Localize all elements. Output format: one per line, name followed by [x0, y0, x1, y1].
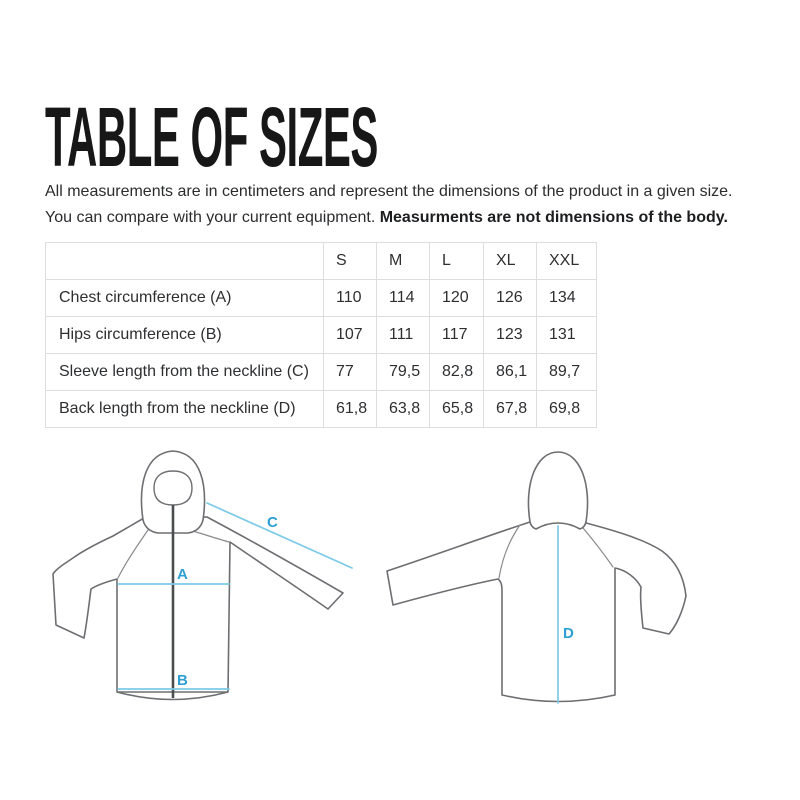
back-jacket-body: [387, 522, 686, 702]
size-col-header-xl: XL: [484, 243, 537, 280]
size-col-header-s: S: [324, 243, 377, 280]
size-col-header-l: L: [430, 243, 484, 280]
cell-value: 110: [324, 280, 377, 317]
back-hood: [528, 452, 587, 529]
size-table: [45, 242, 597, 428]
row-label: Hips circumference (B): [46, 317, 324, 354]
size-table-header-row: [46, 243, 597, 280]
measure-label-c: C: [267, 514, 278, 531]
cell-value: 114: [377, 280, 430, 317]
intro-line-2: [45, 205, 732, 231]
page-title: TABLE OF SIZES: [45, 90, 378, 184]
cell-value: 123: [484, 317, 537, 354]
cell-value: 131: [537, 317, 597, 354]
row-label: Sleeve length from the neckline (C): [46, 354, 324, 391]
front-jacket-diagram: [40, 440, 380, 720]
size-table-corner-cell: [46, 243, 324, 280]
cell-value: 117: [430, 317, 484, 354]
cell-value: 65,8: [430, 391, 484, 428]
size-col-header-xxl: XXL: [537, 243, 597, 280]
intro-line-1: All measurements are in centimeters and represent the dimensions of the product in a given size.: [45, 183, 733, 200]
cell-value: 111: [377, 317, 430, 354]
table-row-hips: [46, 317, 597, 354]
back-jacket-diagram: [380, 440, 720, 720]
measure-label-a: A: [177, 566, 188, 583]
row-label: Chest circumference (A): [46, 280, 324, 317]
cell-value: 61,8: [324, 391, 377, 428]
cell-value: 126: [484, 280, 537, 317]
intro-line-2-regular: You can compare with your current equipment.: [45, 209, 380, 226]
table-row-chest: [46, 280, 597, 317]
cell-value: 67,8: [484, 391, 537, 428]
cell-value: 79,5: [377, 354, 430, 391]
intro-text: [45, 179, 732, 231]
table-row-sleeve: [46, 354, 597, 391]
cell-value: 63,8: [377, 391, 430, 428]
cell-value: 89,7: [537, 354, 597, 391]
cell-value: 120: [430, 280, 484, 317]
cell-value: 82,8: [430, 354, 484, 391]
front-face-opening: [154, 471, 192, 505]
cell-value: 86,1: [484, 354, 537, 391]
intro-line-2-bold: Measurments are not dimensions of the body.: [379, 209, 728, 226]
table-row-back: [46, 391, 597, 428]
measure-label-b: B: [177, 672, 188, 689]
cell-value: 69,8: [537, 391, 597, 428]
row-label: Back length from the neckline (D): [46, 391, 324, 428]
cell-value: 107: [324, 317, 377, 354]
measure-label-d: D: [563, 625, 574, 642]
cell-value: 77: [324, 354, 377, 391]
cell-value: 134: [537, 280, 597, 317]
size-col-header-m: M: [377, 243, 430, 280]
